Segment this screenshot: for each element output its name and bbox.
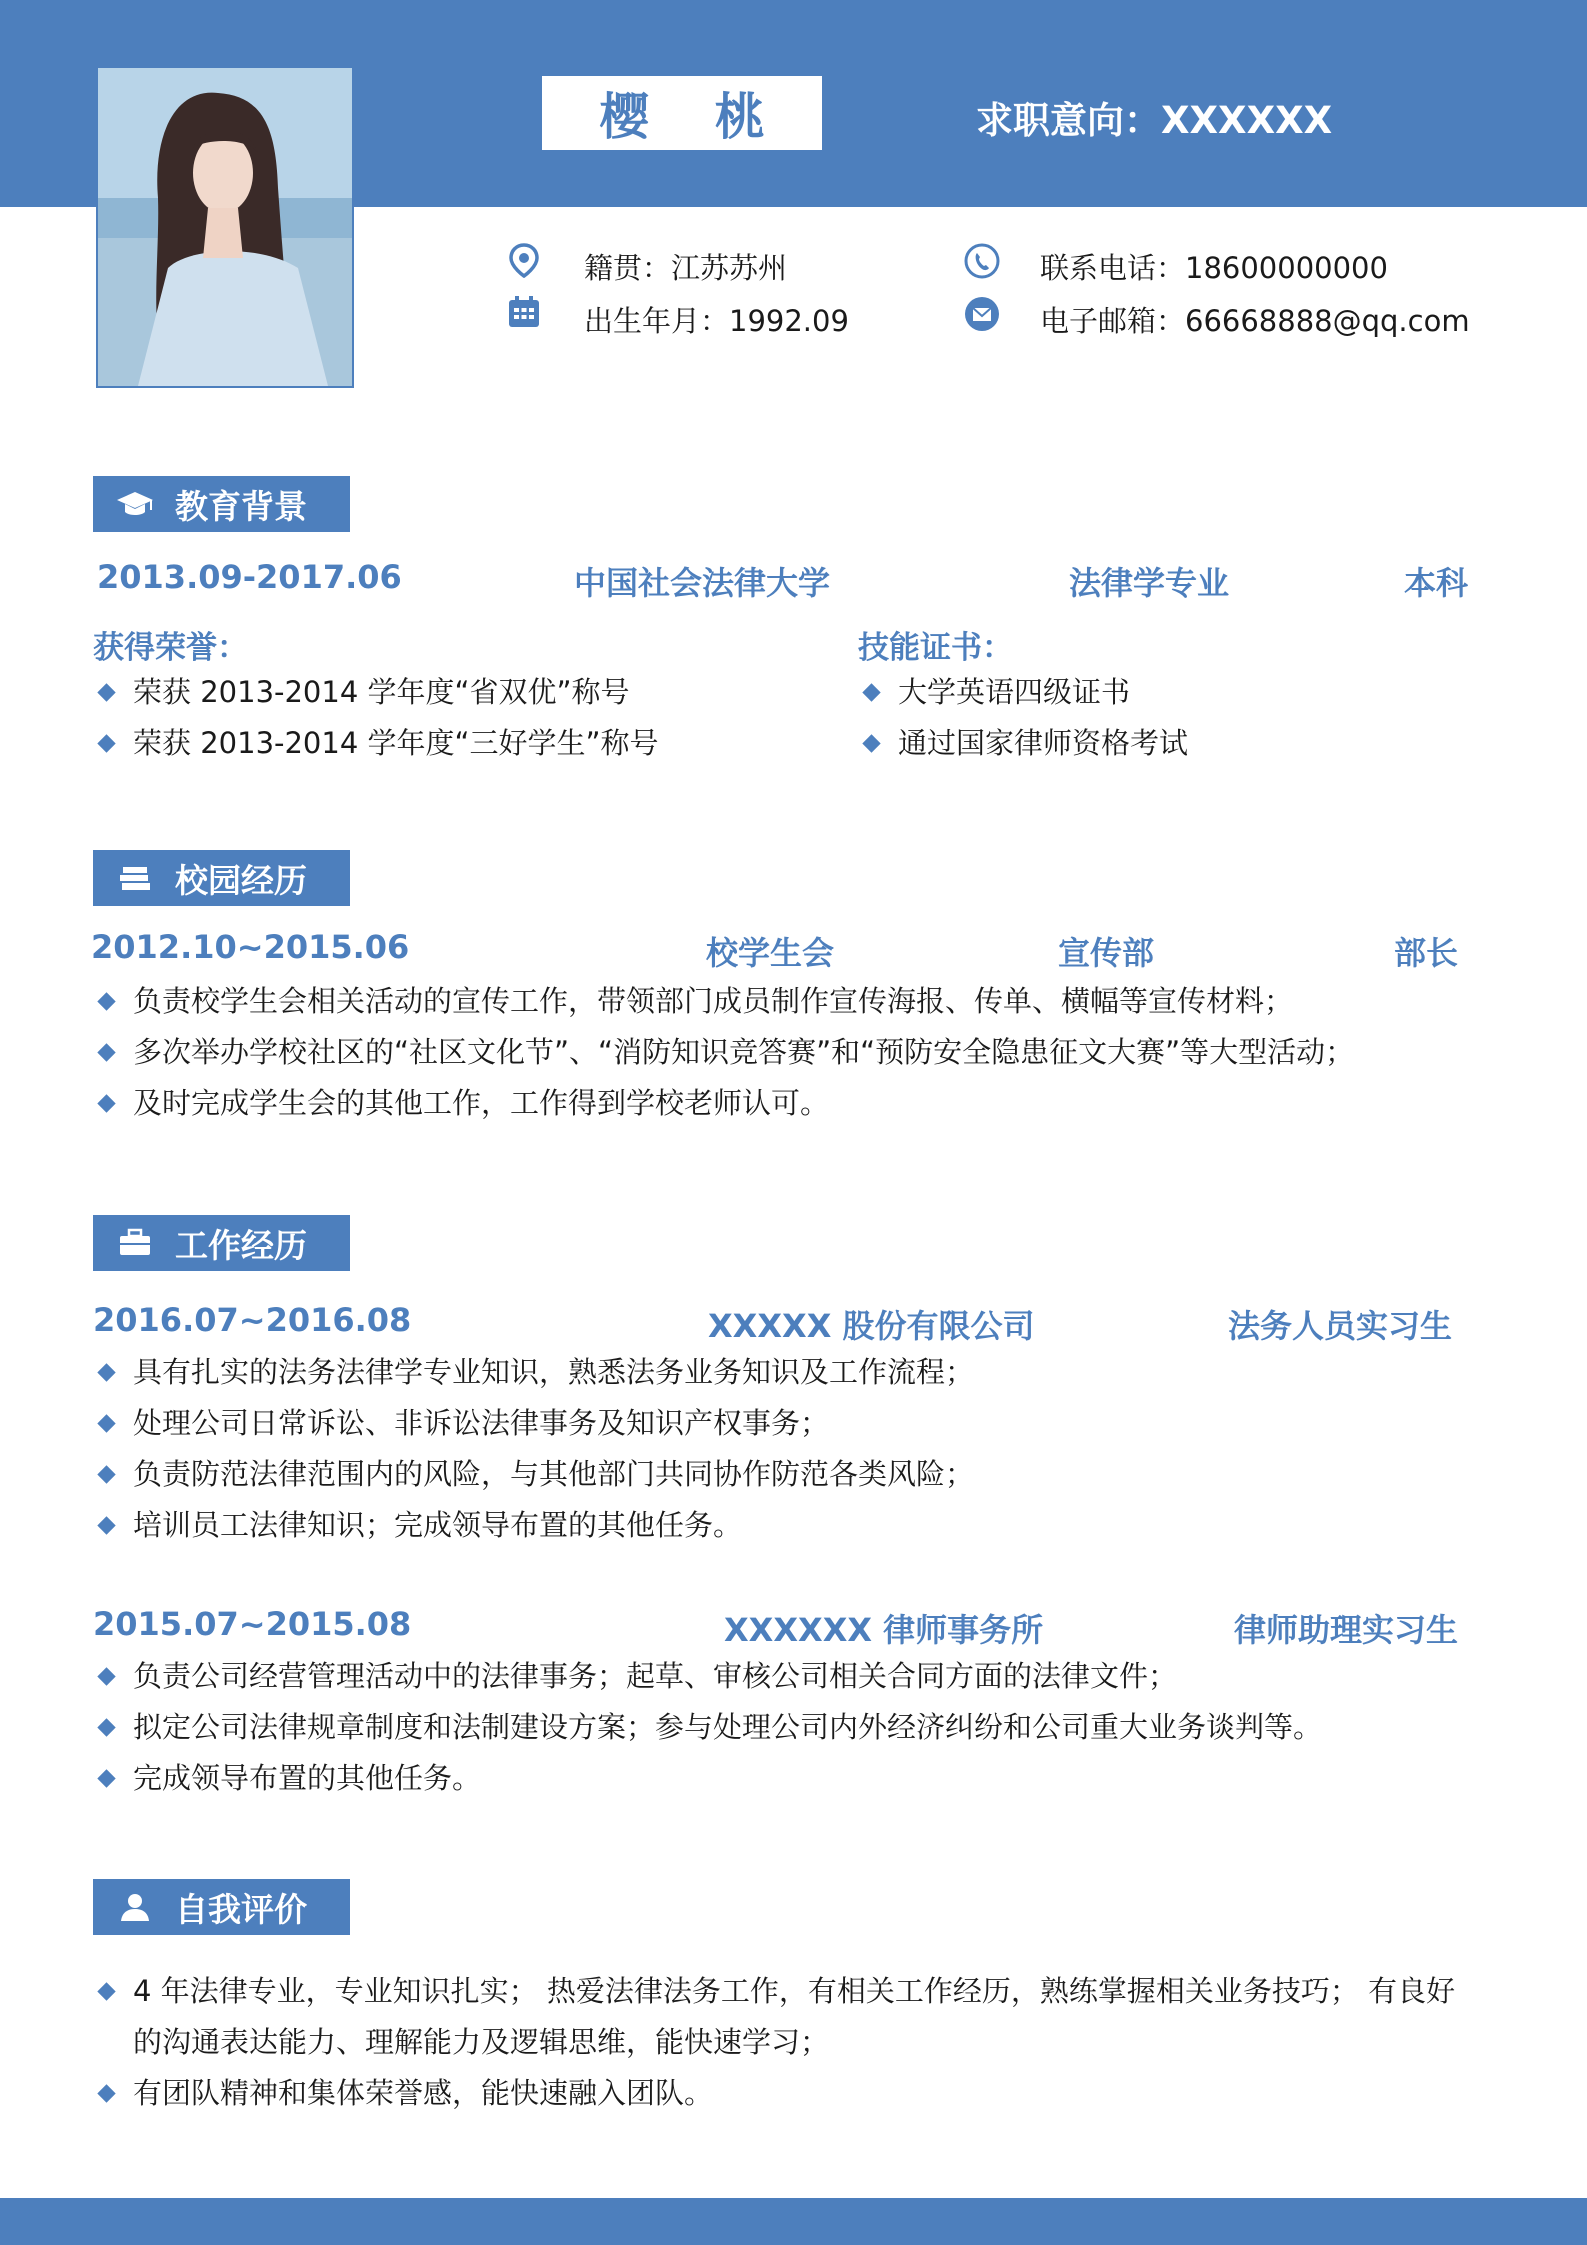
bullet-icon bbox=[97, 1043, 115, 1061]
section-self bbox=[93, 1879, 350, 1935]
bullet-icon bbox=[862, 683, 880, 701]
list-item: 4 年法律专业，专业知识扎实； 热爱法律法务工作，有相关工作经历，熟练掌握相关业务技巧； 有良好的沟通表达能力、理解能力及逻辑思维，能快速学习； bbox=[93, 1966, 1473, 2068]
campus-period: 2012.10~2015.06 bbox=[91, 928, 410, 966]
bullet-icon bbox=[97, 734, 115, 752]
campus-role: 部长 bbox=[1394, 934, 1459, 972]
section-work bbox=[93, 1215, 350, 1271]
bullet-icon bbox=[862, 734, 880, 752]
bullet-icon bbox=[97, 1414, 115, 1432]
calendar-icon bbox=[506, 294, 542, 334]
list-item: 处理公司日常诉讼、非诉讼法律事务及知识产权事务； bbox=[93, 1398, 974, 1449]
section-title: 校园经历 bbox=[175, 860, 307, 900]
list-item: 荣获 2013-2014 学年度“三好学生”称号 bbox=[93, 718, 659, 769]
bullet-icon bbox=[97, 2084, 115, 2102]
job2-list bbox=[93, 1651, 1322, 1804]
location-icon bbox=[506, 242, 542, 282]
campus-list bbox=[93, 976, 1354, 1129]
campus-org: 校学生会 bbox=[706, 934, 835, 972]
job1-period: 2016.07~2016.08 bbox=[93, 1301, 412, 1339]
list-item: 负责校学生会相关活动的宣传工作，带领部门成员制作宣传海报、传单、横幅等宣传材料； bbox=[93, 976, 1354, 1027]
bullet-icon bbox=[97, 1982, 115, 2000]
list-item: 负责公司经营管理活动中的法律事务；起草、审核公司相关合同方面的法律文件； bbox=[93, 1651, 1322, 1702]
self-list bbox=[93, 1966, 1473, 2119]
books-icon bbox=[113, 863, 157, 893]
profile-photo bbox=[96, 66, 354, 388]
section-title: 工作经历 bbox=[175, 1225, 307, 1265]
section-campus bbox=[93, 850, 350, 906]
edu-school: 中国社会法律大学 bbox=[574, 564, 831, 602]
bullet-icon bbox=[97, 992, 115, 1010]
job2-company: XXXXXX 律师事务所 bbox=[724, 1611, 1044, 1649]
footer-band bbox=[0, 2198, 1587, 2245]
campus-dept: 宣传部 bbox=[1058, 934, 1155, 972]
job2-position: 律师助理实习生 bbox=[1234, 1611, 1459, 1649]
job1-position: 法务人员实习生 bbox=[1228, 1307, 1453, 1345]
job1-company: XXXXX 股份有限公司 bbox=[708, 1307, 1035, 1345]
job2-period: 2015.07~2015.08 bbox=[93, 1605, 412, 1643]
edu-major: 法律学专业 bbox=[1069, 564, 1230, 602]
bullet-icon bbox=[97, 683, 115, 701]
bullet-icon bbox=[97, 1769, 115, 1787]
list-item: 通过国家律师资格考试 bbox=[858, 718, 1188, 769]
list-item: 拟定公司法律规章制度和法制建设方案；参与处理公司内外经济纠纷和公司重大业务谈判等。 bbox=[93, 1702, 1322, 1753]
list-item: 多次举办学校社区的“社区文化节”、“消防知识竞答赛”和“预防安全隐患征文大赛”等大型活动； bbox=[93, 1027, 1354, 1078]
list-item: 完成领导布置的其他任务。 bbox=[93, 1753, 1322, 1804]
mail-icon bbox=[964, 296, 1000, 336]
bullet-icon bbox=[97, 1094, 115, 1112]
edu-period: 2013.09-2017.06 bbox=[97, 558, 402, 596]
list-item: 荣获 2013-2014 学年度“省双优”称号 bbox=[93, 667, 659, 718]
certs-title: 技能证书： bbox=[858, 630, 1013, 666]
list-item: 具有扎实的法务法律学专业知识，熟悉法务业务知识及工作流程； bbox=[93, 1347, 974, 1398]
edu-degree: 本科 bbox=[1404, 564, 1469, 602]
section-title: 自我评价 bbox=[175, 1889, 307, 1929]
honors-title: 获得荣誉： bbox=[93, 630, 248, 666]
list-item: 及时完成学生会的其他工作，工作得到学校老师认可。 bbox=[93, 1078, 1354, 1129]
section-title: 教育背景 bbox=[175, 486, 307, 526]
list-item: 大学英语四级证书 bbox=[858, 667, 1188, 718]
email: 电子邮箱：66668888@qq.com bbox=[1040, 304, 1470, 338]
briefcase-icon bbox=[113, 1228, 157, 1258]
list-item: 有团队精神和集体荣誉感，能快速融入团队。 bbox=[93, 2068, 1473, 2119]
candidate-name: 樱 桃 bbox=[542, 76, 822, 150]
user-icon bbox=[113, 1892, 157, 1922]
bullet-icon bbox=[97, 1516, 115, 1534]
honors-list bbox=[93, 667, 659, 769]
hometown: 籍贯：江苏苏州 bbox=[584, 251, 788, 285]
list-item: 负责防范法律范围内的风险，与其他部门共同协作防范各类风险； bbox=[93, 1449, 974, 1500]
birth-date: 出生年月：1992.09 bbox=[584, 304, 849, 338]
bullet-icon bbox=[97, 1718, 115, 1736]
bullet-icon bbox=[97, 1363, 115, 1381]
job1-list bbox=[93, 1347, 974, 1551]
phone-number: 联系电话：18600000000 bbox=[1040, 251, 1388, 285]
section-education bbox=[93, 476, 350, 532]
graduation-cap-icon bbox=[113, 489, 157, 519]
bullet-icon bbox=[97, 1465, 115, 1483]
phone-icon bbox=[964, 243, 1000, 283]
certs-list bbox=[858, 667, 1188, 769]
list-item: 培训员工法律知识；完成领导布置的其他任务。 bbox=[93, 1500, 974, 1551]
bullet-icon bbox=[97, 1667, 115, 1685]
job-intent: 求职意向：XXXXXX bbox=[976, 99, 1333, 142]
